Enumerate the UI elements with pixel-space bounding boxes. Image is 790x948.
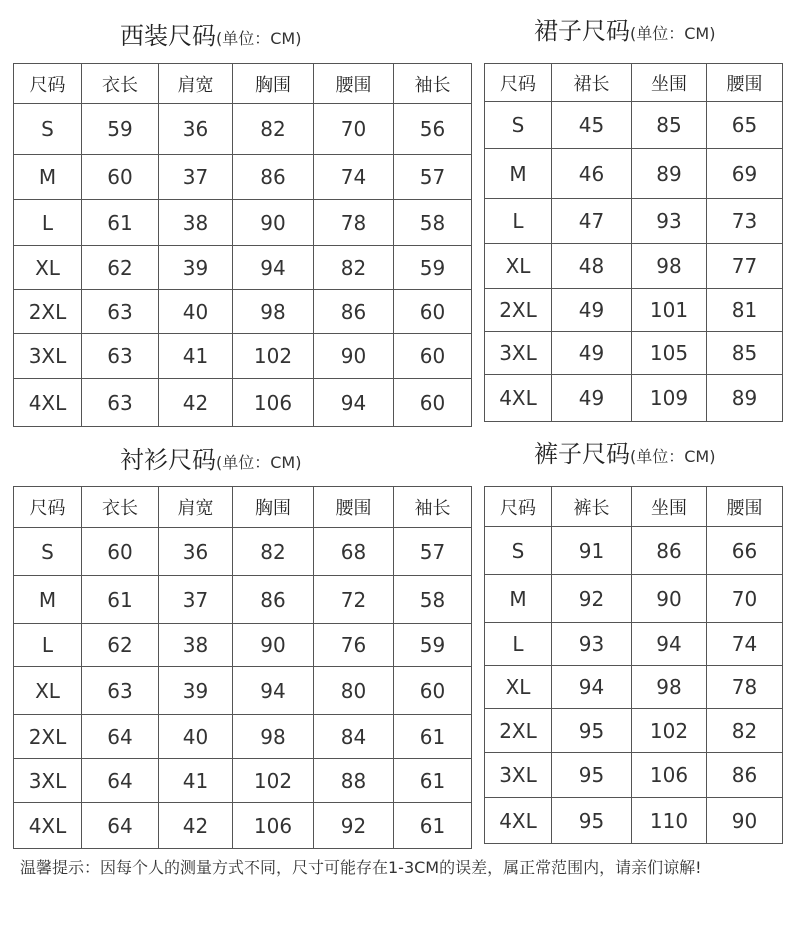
measurement-cell: 98	[233, 715, 314, 759]
suit-size-title	[120, 22, 301, 53]
table-row	[485, 709, 783, 753]
block-title-text: 裤子尺码	[534, 440, 630, 468]
measurement-cell: 106	[233, 803, 314, 849]
measurement-cell: 40	[159, 290, 233, 334]
measurement-cell: 95	[552, 753, 632, 798]
measurement-cell: 56	[394, 104, 472, 155]
size-label-cell: 3XL	[485, 753, 552, 798]
measurement-cell: 86	[632, 527, 707, 575]
header-row	[14, 64, 472, 104]
measurement-cell: 63	[82, 667, 159, 715]
measurement-cell: 74	[707, 623, 783, 666]
table-row	[14, 528, 472, 576]
measurement-cell: 85	[632, 102, 707, 149]
measurement-cell: 39	[159, 246, 233, 290]
measurement-cell: 94	[233, 246, 314, 290]
measurement-cell: 62	[82, 246, 159, 290]
skirt-size-table	[484, 63, 783, 422]
measurement-cell: 49	[552, 289, 632, 332]
measurement-cell: 91	[552, 527, 632, 575]
measurement-cell: 61	[394, 715, 472, 759]
measurement-cell: 60	[82, 528, 159, 576]
column-header: 尺码	[14, 487, 82, 528]
table-row	[14, 715, 472, 759]
measurement-cell: 59	[82, 104, 159, 155]
column-header: 袖长	[394, 487, 472, 528]
pants-size-table	[484, 486, 783, 844]
block-title-text: 西装尺码	[120, 22, 216, 50]
measurement-cell: 82	[233, 528, 314, 576]
measurement-cell: 82	[233, 104, 314, 155]
measurement-cell: 58	[394, 576, 472, 624]
size-label-cell: 3XL	[14, 759, 82, 803]
measurement-cell: 59	[394, 246, 472, 290]
column-header: 坐围	[632, 64, 707, 102]
size-label-cell: 2XL	[14, 290, 82, 334]
column-header: 肩宽	[159, 487, 233, 528]
size-label-cell: XL	[14, 667, 82, 715]
measurement-cell: 49	[552, 332, 632, 375]
size-label-cell: S	[14, 528, 82, 576]
column-header: 尺码	[485, 487, 552, 527]
size-label-cell: 2XL	[14, 715, 82, 759]
measurement-cell: 82	[707, 709, 783, 753]
size-label-cell: 4XL	[485, 375, 552, 422]
measurement-cell: 95	[552, 798, 632, 844]
measurement-cell: 86	[233, 155, 314, 200]
block-title-text: 衬衫尺码	[120, 446, 216, 474]
measurement-cell: 46	[552, 149, 632, 199]
measurement-cell: 61	[394, 759, 472, 803]
measurement-cell: 63	[82, 334, 159, 379]
measurement-cell: 73	[707, 199, 783, 244]
table-row	[485, 199, 783, 244]
measurement-cell: 86	[233, 576, 314, 624]
column-header: 肩宽	[159, 64, 233, 104]
measurement-cell: 105	[632, 332, 707, 375]
measurement-cell: 90	[233, 624, 314, 667]
measurement-cell: 61	[394, 803, 472, 849]
measurement-cell: 42	[159, 379, 233, 427]
measurement-cell: 86	[314, 290, 394, 334]
measurement-cell: 64	[82, 715, 159, 759]
table-row	[14, 155, 472, 200]
table-row	[485, 289, 783, 332]
size-label-cell: S	[485, 527, 552, 575]
measurement-cell: 61	[82, 200, 159, 246]
measurement-cell: 90	[233, 200, 314, 246]
column-header: 袖长	[394, 64, 472, 104]
measurement-cell: 58	[394, 200, 472, 246]
size-label-cell: L	[14, 200, 82, 246]
size-label-cell: M	[14, 155, 82, 200]
measurement-cell: 49	[552, 375, 632, 422]
measurement-cell: 92	[552, 575, 632, 623]
measurement-cell: 36	[159, 528, 233, 576]
measurement-cell: 40	[159, 715, 233, 759]
size-label-cell: M	[14, 576, 82, 624]
measurement-cell: 90	[707, 798, 783, 844]
table-row	[485, 102, 783, 149]
column-header: 尺码	[485, 64, 552, 102]
column-header: 胸围	[233, 487, 314, 528]
column-header: 腰围	[314, 487, 394, 528]
column-header: 腰围	[707, 487, 783, 527]
shirt-size-table	[13, 486, 472, 849]
table-row	[14, 104, 472, 155]
measurement-cell: 48	[552, 244, 632, 289]
measurement-cell: 102	[233, 759, 314, 803]
measurement-cell: 70	[707, 575, 783, 623]
column-header: 尺码	[14, 64, 82, 104]
column-header: 衣长	[82, 64, 159, 104]
measurement-cell: 38	[159, 624, 233, 667]
size-label-cell: M	[485, 149, 552, 199]
measurement-cell: 64	[82, 759, 159, 803]
size-label-cell: 4XL	[14, 803, 82, 849]
measurement-cell: 42	[159, 803, 233, 849]
table-row	[485, 798, 783, 844]
measurement-cell: 63	[82, 379, 159, 427]
measurement-cell: 76	[314, 624, 394, 667]
header-row	[485, 64, 783, 102]
measurement-cell: 101	[632, 289, 707, 332]
table-row	[485, 623, 783, 666]
measurement-cell: 102	[632, 709, 707, 753]
measurement-cell: 74	[314, 155, 394, 200]
measurement-cell: 98	[632, 666, 707, 709]
table-row	[485, 575, 783, 623]
size-label-cell: 2XL	[485, 289, 552, 332]
size-label-cell: L	[485, 199, 552, 244]
size-label-cell: 3XL	[14, 334, 82, 379]
column-header: 腰围	[707, 64, 783, 102]
measurement-cell: 61	[82, 576, 159, 624]
measurement-cell: 65	[707, 102, 783, 149]
unit-label: (单位：CM)	[630, 24, 716, 43]
table-row	[14, 246, 472, 290]
measurement-cell: 41	[159, 334, 233, 379]
measurement-cell: 82	[314, 246, 394, 290]
measurement-cell: 106	[632, 753, 707, 798]
table-row	[14, 624, 472, 667]
measurement-cell: 94	[314, 379, 394, 427]
skirt-size-title	[534, 17, 715, 48]
size-label-cell: XL	[14, 246, 82, 290]
table-row	[485, 753, 783, 798]
measurement-cell: 98	[632, 244, 707, 289]
measurement-cell: 89	[632, 149, 707, 199]
table-row	[485, 375, 783, 422]
table-row	[14, 803, 472, 849]
measurement-cell: 63	[82, 290, 159, 334]
table-row	[485, 332, 783, 375]
suit-size-table	[13, 63, 472, 427]
size-label-cell: 4XL	[485, 798, 552, 844]
measurement-cell: 94	[233, 667, 314, 715]
measurement-cell: 59	[394, 624, 472, 667]
measurement-cell: 37	[159, 576, 233, 624]
unit-label: (单位：CM)	[216, 453, 302, 472]
measurement-cell: 64	[82, 803, 159, 849]
pants-size-title	[534, 440, 715, 471]
measurement-cell: 78	[707, 666, 783, 709]
measurement-cell: 94	[632, 623, 707, 666]
table-row	[485, 244, 783, 289]
measurement-cell: 102	[233, 334, 314, 379]
measurement-cell: 68	[314, 528, 394, 576]
measurement-cell: 70	[314, 104, 394, 155]
unit-label: (单位：CM)	[216, 29, 302, 48]
column-header: 衣长	[82, 487, 159, 528]
size-label-cell: S	[14, 104, 82, 155]
measurement-cell: 57	[394, 155, 472, 200]
measurement-cell: 98	[233, 290, 314, 334]
measurement-cell: 86	[707, 753, 783, 798]
measurement-cell: 37	[159, 155, 233, 200]
measurement-cell: 85	[707, 332, 783, 375]
size-label-cell: XL	[485, 244, 552, 289]
measurement-cell: 90	[632, 575, 707, 623]
measurement-cell: 66	[707, 527, 783, 575]
column-header: 胸围	[233, 64, 314, 104]
header-row	[14, 487, 472, 528]
table-row	[14, 379, 472, 427]
table-row	[14, 576, 472, 624]
measurement-cell: 110	[632, 798, 707, 844]
size-label-cell: 2XL	[485, 709, 552, 753]
column-header: 裤长	[552, 487, 632, 527]
block-title-text: 裙子尺码	[534, 17, 630, 45]
table-row	[485, 527, 783, 575]
measurement-cell: 95	[552, 709, 632, 753]
measurement-cell: 78	[314, 200, 394, 246]
measurement-cell: 60	[82, 155, 159, 200]
size-label-cell: M	[485, 575, 552, 623]
measurement-cell: 77	[707, 244, 783, 289]
size-label-cell: 3XL	[485, 332, 552, 375]
footer-note: 温馨提示：因每个人的测量方式不同，尺寸可能存在1-3CM的误差，属正常范围内，请亲们谅解!	[20, 858, 702, 877]
measurement-cell: 60	[394, 667, 472, 715]
measurement-cell: 60	[394, 290, 472, 334]
measurement-cell: 93	[632, 199, 707, 244]
header-row	[485, 487, 783, 527]
measurement-cell: 47	[552, 199, 632, 244]
size-label-cell: L	[485, 623, 552, 666]
table-row	[14, 290, 472, 334]
measurement-cell: 93	[552, 623, 632, 666]
measurement-cell: 109	[632, 375, 707, 422]
table-row	[14, 759, 472, 803]
measurement-cell: 60	[394, 334, 472, 379]
table-row	[14, 334, 472, 379]
table-row	[14, 200, 472, 246]
measurement-cell: 45	[552, 102, 632, 149]
measurement-cell: 88	[314, 759, 394, 803]
measurement-cell: 62	[82, 624, 159, 667]
size-label-cell: 4XL	[14, 379, 82, 427]
measurement-cell: 92	[314, 803, 394, 849]
measurement-cell: 90	[314, 334, 394, 379]
measurement-cell: 106	[233, 379, 314, 427]
column-header: 腰围	[314, 64, 394, 104]
measurement-cell: 89	[707, 375, 783, 422]
table-row	[485, 149, 783, 199]
column-header: 裙长	[552, 64, 632, 102]
size-label-cell: XL	[485, 666, 552, 709]
measurement-cell: 94	[552, 666, 632, 709]
measurement-cell: 60	[394, 379, 472, 427]
unit-label: (单位：CM)	[630, 447, 716, 466]
size-label-cell: S	[485, 102, 552, 149]
size-label-cell: L	[14, 624, 82, 667]
measurement-cell: 80	[314, 667, 394, 715]
measurement-cell: 69	[707, 149, 783, 199]
measurement-cell: 41	[159, 759, 233, 803]
table-row	[14, 667, 472, 715]
column-header: 坐围	[632, 487, 707, 527]
measurement-cell: 81	[707, 289, 783, 332]
measurement-cell: 57	[394, 528, 472, 576]
measurement-cell: 84	[314, 715, 394, 759]
measurement-cell: 38	[159, 200, 233, 246]
table-row	[485, 666, 783, 709]
measurement-cell: 36	[159, 104, 233, 155]
measurement-cell: 39	[159, 667, 233, 715]
measurement-cell: 72	[314, 576, 394, 624]
shirt-size-title	[120, 446, 301, 477]
